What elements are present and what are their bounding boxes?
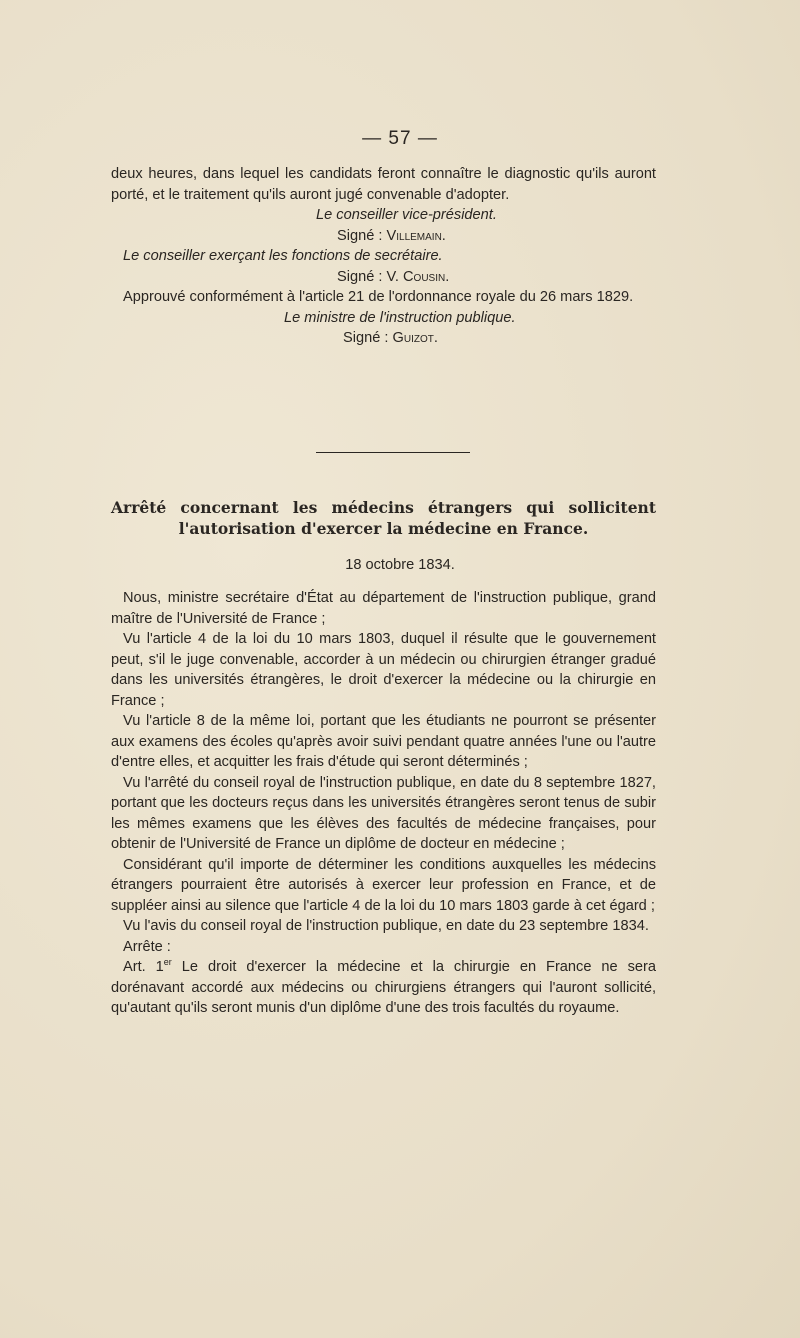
intro-section	[111, 164, 656, 349]
article-1-label: Art. 1	[123, 959, 164, 975]
signature-villemain: Signé : Villemain.	[337, 227, 446, 244]
article-1-sup: er	[163, 957, 172, 968]
decree-paragraph: Vu l'article 4 de la loi du 10 mars 1803, duquel il résulte que le gouvernement peut, s'il le juge convenable, accorder à un médecin ou chirurgien étranger gradué dans les universités étrangères, le droit d'exercer la médecine ou la chirurgie en France ;	[111, 631, 656, 709]
page-number: — 57 —	[362, 128, 438, 149]
article-1	[111, 957, 656, 1019]
signature-guizot: Signé : Guizot.	[343, 330, 438, 346]
decree-paragraph: Vu l'avis du conseil royal de l'instruction publique, en date du 23 septembre 1834.	[123, 918, 649, 934]
section-divider	[316, 452, 470, 453]
decree-paragraph: Vu l'article 8 de la même loi, portant que les étudiants ne pourront se présenter aux examens des écoles qu'après avoir suivi pendant quatre années l'une ou l'autre d'entre elles, et acquitter les frais d'étude qui seront déterminés ;	[111, 713, 656, 770]
decree-paragraph: Arrête :	[123, 938, 171, 955]
decree-paragraph: Considérant qu'il importe de déterminer les conditions auxquelles les médecins étrangers pourraient être autorisés à exercer leur profession en France, et de suppléer ainsi au silence que l'article 4 de la loi du 10 mars 1803 garde à cet égard ;	[111, 856, 656, 914]
decree-paragraph: Nous, ministre secrétaire d'État au département de l'instruction publique, grand maître de l'Université de France ;	[111, 590, 656, 627]
signature-title-minister: Le ministre de l'instruction publique.	[284, 309, 516, 326]
approval-paragraph: Approuvé conformément à l'article 21 de l'ordonnance royale du 26 mars 1829.	[123, 289, 634, 305]
decree-title: Arrêté concernant les médecins étrangers qui sollicitent l'autorisation d'exercer la médecine en France.	[111, 498, 656, 538]
signature-title-vice-president: Le conseiller vice-président.	[316, 207, 497, 223]
signature-cousin: Signé : V. Cousin.	[337, 268, 450, 285]
decree-body	[111, 588, 656, 1019]
intro-paragraph: deux heures, dans lequel les candidats feront connaître le diagnostic qu'ils auront porté, et le traitement qu'ils auront jugé convenable d'adopter.	[111, 166, 656, 203]
decree-paragraph: Vu l'arrêté du conseil royal de l'instruction publique, en date du 8 septembre 1827, portant que les docteurs reçus dans les universités étrangères seront tenus de subir les mêmes examens que les élèves des facultés de médecine françaises, pour obtenir de l'Université de France un diplôme de docteur en médecine ;	[111, 774, 656, 852]
signature-title-secretary: Le conseiller exerçant les fonctions de secrétaire.	[123, 248, 443, 264]
article-1-text: Le droit d'exercer la médecine et la chirurgie en France ne sera dorénavant accordé aux médecins ou chirurgiens étrangers qui l'auront sollicité, qu'autant qu'ils seront munis d'un diplôme d'une des trois facultés du royaume.	[111, 959, 657, 1016]
decree-date: 18 octobre 1834.	[345, 557, 455, 573]
